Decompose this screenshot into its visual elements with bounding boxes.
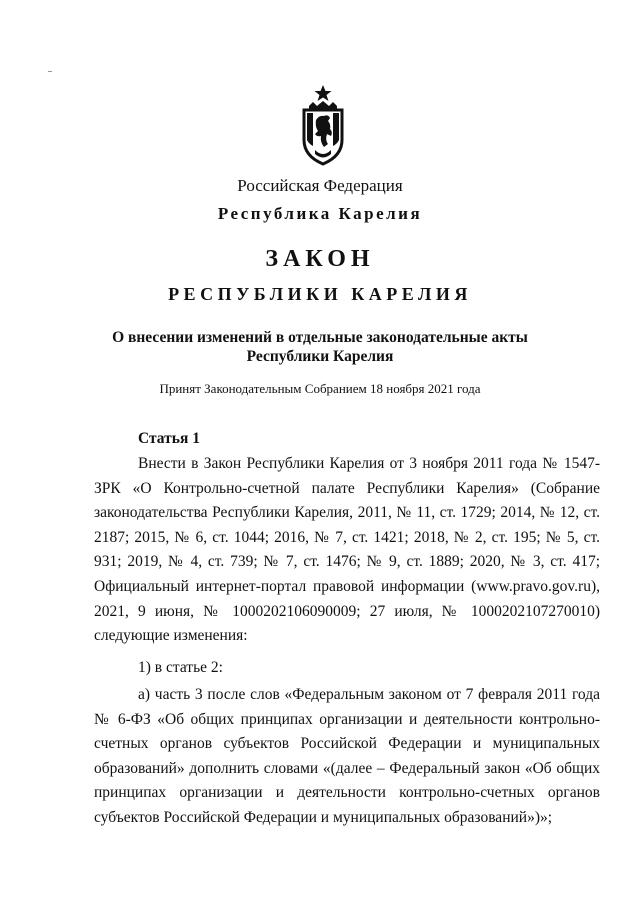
adoption-note: Принят Законодательным Собранием 18 ноября 2021 года — [159, 381, 481, 396]
republic-name: Республика Карелия — [217, 204, 423, 223]
subject-line-1: О внесении изменений в отдельные законодательные акты — [112, 329, 528, 346]
article-paragraph-2: 1) в статье 2: — [138, 659, 223, 676]
article-paragraph-3: а) часть 3 после слов «Федеральным законом от 7 февраля 2011 года № 6-ФЗ «Об общих принципах организации и деятельности контрольно-счетных органов субъектов Российской Федерации и муниципальных образований» дополнить словами «(далее – Федеральный закон «Об общих принципах организации и деятельности контрольно-счетных органов субъектов Российской Федерации и муниципальных образований»)»; — [94, 686, 600, 826]
country-name: Российская Федерация — [237, 176, 403, 195]
karelia-coat-of-arms-icon — [297, 84, 349, 166]
article-paragraph-1: Внести в Закон Республики Карелия от 3 ноября 2011 года № 1547-ЗРК «О Контрольно-счетной палате Республики Карелия» (Собрание законодательства Республики Карелия, 2011, № 11, ст. 1729; 2014, № 12, ст. 2187; 2015, № 6, ст. 1044; 2016, № 7, ст. 1421; 2018, № 2, ст. 195; № 5, ст. 931; 2019, № 4, ст. 739; № 7, ст. 1476; № 9, ст. 1889; 2020, № 3, ст. 417; Официальный интернет-портал правовой информации (www.pravo.gov.ru), 2021, 9 июня, № 1000202106090009; 27 июля, № 1000202107270010) следующие изменения: — [94, 455, 600, 645]
law-subtitle: РЕСПУБЛИКИ КАРЕЛИЯ — [168, 284, 472, 304]
article-heading: Статья 1 — [138, 430, 200, 447]
law-title: ЗАКОН — [265, 246, 375, 272]
subject-line-2: Республики Карелия — [246, 348, 394, 365]
law-subject — [0, 328, 640, 366]
scan-mark — [48, 71, 52, 72]
